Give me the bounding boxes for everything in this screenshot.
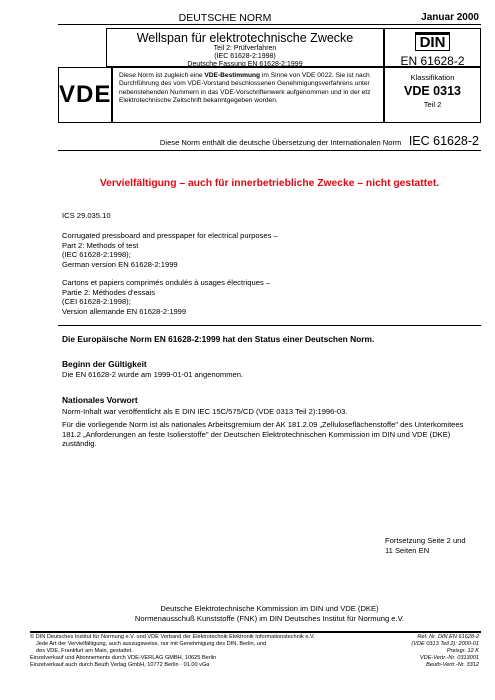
status-statement: Die Europäische Norm EN 61628-2:1999 hat den Status einer Deutschen Norm. xyxy=(62,334,375,344)
footer-rule xyxy=(30,631,481,633)
din-number-box xyxy=(384,28,481,67)
document-part: Teil 2: Prüfverfahren xyxy=(213,45,277,52)
vde-logo: VDE xyxy=(59,81,112,108)
french-title-line: Version allemande EN 61628-2:1999 xyxy=(62,306,187,316)
validity-heading: Beginn der Gültigkeit xyxy=(62,359,147,369)
classification-part: Teil 2 xyxy=(423,100,442,109)
national-foreword-heading: Nationales Vorwort xyxy=(62,395,138,405)
iec-translation-text: Diese Norm enthält die deutsche Übersetzung der Internationalen Norm xyxy=(159,138,402,147)
footer-ref-line: Beuth-Vertr.-Nr. 3312 xyxy=(426,662,479,668)
english-title xyxy=(62,231,278,269)
german-version: Deutsche Fassung EN 61628-2:1999 xyxy=(187,61,303,69)
french-title-line: Cartons et papiers comprimés ondulés à usages électriques – xyxy=(62,278,271,287)
classification-box xyxy=(384,67,481,123)
english-title-line: Part 2: Methods of test xyxy=(62,240,139,250)
document-main-title: Wellspan für elektrotechnische Zwecke xyxy=(136,31,354,45)
footer-line: Jede Art der Vervielfältigung, auch auszugsweise, nur mit Genehmigung des DIN, Berlin, und xyxy=(36,641,267,647)
french-title-line: Partie 2: Méthodes d'essais xyxy=(62,287,156,297)
french-title-line: (CEI 61628-2:1998); xyxy=(62,297,131,307)
english-title-line: (IEC 61628-2:1998); xyxy=(62,250,131,260)
reproduction-warning: Vervielfältigung – auch für innerbetriebliche Zwecke – nicht gestattet. xyxy=(99,178,440,189)
continuation-note xyxy=(385,536,466,555)
ics-code: ICS 29.035.10 xyxy=(62,211,111,220)
validity-text: Die EN 61628-2 wurde am 1999-01-01 angenommen. xyxy=(62,370,244,379)
vde-notice: Diese Norm ist zugleich eine VDE-Bestimmung im Sinne von VDE 0022. Sie ist nach Durchführung des vom VDE-Vorstand beschlossenen Genehmigungsverfahrens unter nebenstehenden Nummern in das VDE-Vorschriftenwerk aufgenommen und in der etz Elektrotechnische Zeitschrift bekanntgegeben worden. xyxy=(119,72,371,105)
publication-date: Januar 2000 xyxy=(421,12,479,23)
vde-logo-box xyxy=(58,67,112,123)
footer-ref-line: Ref. Nr. DIN EN 61628-2 xyxy=(417,634,479,640)
section-rule xyxy=(58,150,481,151)
national-foreword-paragraph: Für die vorliegende Norm ist als nationales Arbeitsgremium der AK 181.2.09 „Zelluloseflächenstoffe" des Unterkomitees 181.2 „Anforderungen an feste Isolierstoffe" der Deutschen Elektrotechnischen Kommission im DIN und VDE (DKE) zuständig. xyxy=(62,420,464,449)
english-title-line: Corrugated pressboard and presspaper for electrical purposes – xyxy=(62,231,278,240)
footer-ref-line: VDE-Vertr.-Nr. 0313001 xyxy=(419,655,479,661)
title-box xyxy=(106,28,384,67)
footer-line: des VDE, Frankfurt am Main, gestattet. xyxy=(36,648,133,654)
continuation-line: 11 Seiten EN xyxy=(385,545,430,555)
classification-label: Klassifikation xyxy=(410,73,455,82)
footer-ref-line: (VDE 0313 Teil 2): 2000-01 xyxy=(411,641,479,647)
vde-notice-box xyxy=(112,67,384,123)
english-title-line: German version EN 61628-2:1999 xyxy=(62,259,178,269)
footer-line: © DIN Deutsches Institut für Normung e.V. und VDE Verband der Elektrotechnik Elektronik Informationstechnik e.V. xyxy=(30,634,315,640)
committee-line: Normenausschuß Kunststoffe (FNK) im DIN Deutsches Institut für Normung e.V. xyxy=(134,613,405,623)
section-rule xyxy=(58,325,481,326)
classification-number: VDE 0313 xyxy=(404,84,461,98)
header-rule xyxy=(58,24,481,25)
din-number: EN 61628-2 xyxy=(400,54,465,68)
national-foreword-line: Norm-Inhalt war veröffentlicht als E DIN IEC 15C/575/CD (VDE 0313 Teil 2):1996-03. xyxy=(62,407,348,416)
committee-line: Deutsche Elektrotechnische Kommission im DIN und VDE (DKE) xyxy=(160,604,379,613)
continuation-line: Fortsetzung Seite 2 und xyxy=(385,536,466,545)
footer-reference xyxy=(411,634,479,669)
french-title xyxy=(62,278,270,316)
footer-line: Einzelverkauf und Abonnements durch VDE-VERLAG GMBH, 10625 Berlin xyxy=(30,655,217,661)
din-logo: DIN xyxy=(415,32,451,51)
iec-reference: (IEC 61628-2:1998) xyxy=(214,53,276,61)
committee-block xyxy=(58,604,481,623)
iec-number: IEC 61628-2 xyxy=(408,134,479,148)
footer-line: Einzelverkauf auch durch Beuth Verlag GmbH, 10772 Berlin · 01.00 vGa xyxy=(30,662,210,668)
iec-translation-line xyxy=(160,132,479,150)
document-type-title: DEUTSCHE NORM xyxy=(178,12,272,24)
footer-copyright xyxy=(30,634,315,669)
footer-ref-line: Preisgr. 12 K xyxy=(446,648,479,654)
